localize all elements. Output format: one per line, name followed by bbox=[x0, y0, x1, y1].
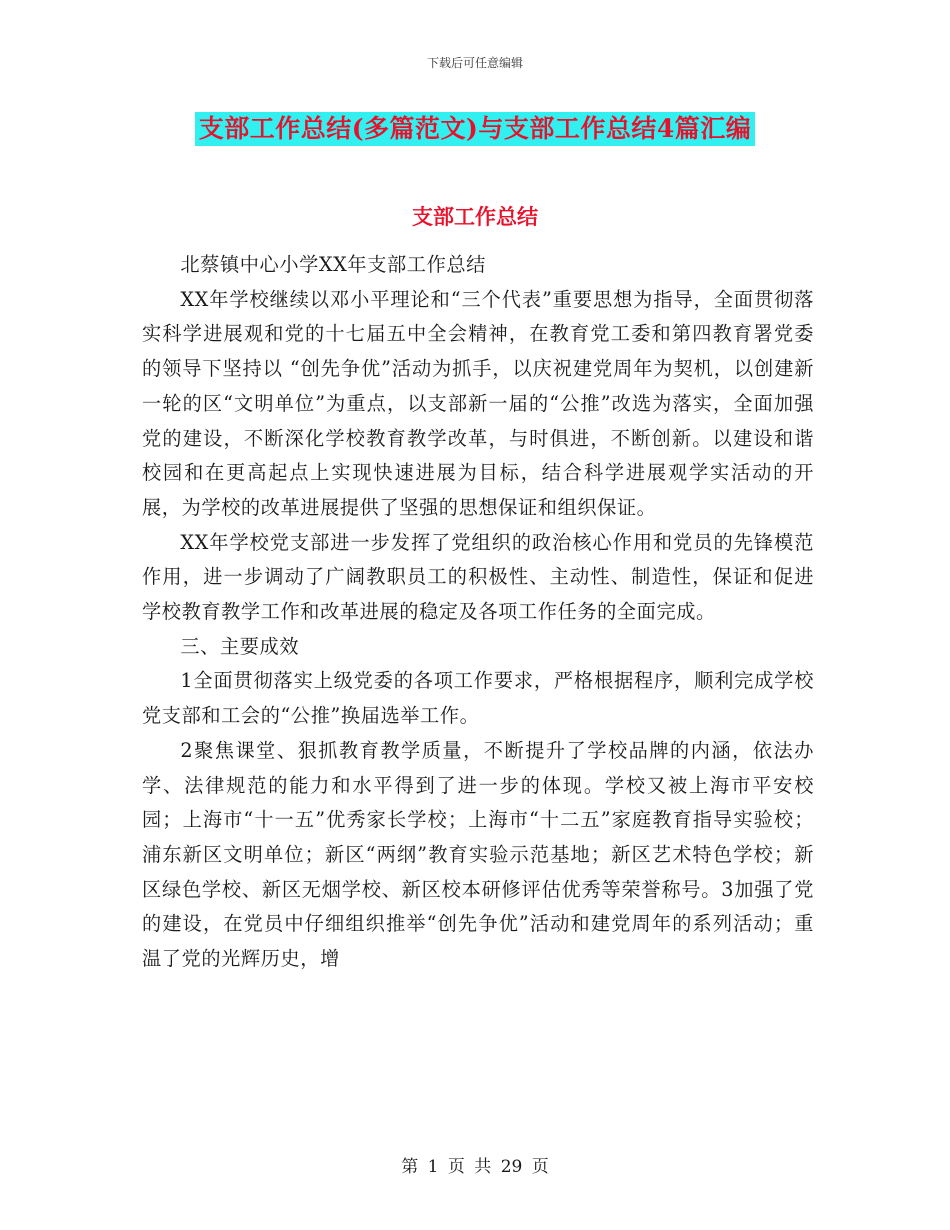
page-header-note: 下载后可任意编辑 bbox=[426, 56, 523, 70]
paragraph: XX年学校党支部进一步发挥了党组织的政治核心作用和党员的先锋模范作用，进一步调动了广阔教职员工的积极性、主动性、制造性，保证和促进学校教育教学工作和改革进展的稳定及各项工作任务的全面完成。 bbox=[142, 530, 814, 624]
section-title: 支部工作总结 bbox=[412, 204, 538, 229]
main-title-container bbox=[0, 112, 950, 146]
document-body bbox=[142, 248, 814, 977]
section-heading: 三、主要成效 bbox=[180, 634, 300, 658]
paragraph: 2聚焦课堂、狠抓教育教学质量，不断提升了学校品牌的内涵，依法办学、法律规范的能力和水平得到了进一步的体现。学校又被上海市平安校园；上海市“十一五”优秀家长学校；上海市“十二五”家庭教育指导实验校；浦东新区文明单位；新区“两纲”教育实验示范基地；新区艺术特色学校；新区绿色学校、新区无烟学校、新区校本研修评估优秀等荣誉称号。3加强了党的建设，在党员中仔细组织推举“创先争优”活动和建党周年的系列活动；重温了党的光辉历史，增 bbox=[142, 738, 814, 971]
paragraph: 1全面贯彻落实上级党委的各项工作要求，严格根据程序，顺利完成学校党支部和工会的“公推”换届选举工作。 bbox=[142, 669, 814, 728]
paragraph-subtitle: 北蔡镇中心小学XX年支部工作总结 bbox=[180, 253, 486, 276]
page-number-footer: 第 1 页 共 29 页 bbox=[401, 1157, 549, 1177]
document-main-title: 支部工作总结(多篇范文)与支部工作总结4篇汇编 bbox=[195, 112, 756, 146]
paragraph: XX年学校继续以邓小平理论和“三个代表”重要思想为指导，全面贯彻落实科学进展观和党的十七届五中全会精神，在教育党工委和第四教育署党委的领导下坚持以 “创先争优”活动为抓手，以庆祝建党周年为契机，以创建新一轮的区“文明单位”为重点，以支部新一届的“公推”改选为落实，全面加强党的建设，不断深化学校教育教学改革，与时俱进，不断创新。以建设和谐校园和在更高起点上实现快速进展为目标，结合科学进展观学实活动的开展，为学校的改革进展提供了坚强的思想保证和组织保证。 bbox=[142, 287, 814, 519]
